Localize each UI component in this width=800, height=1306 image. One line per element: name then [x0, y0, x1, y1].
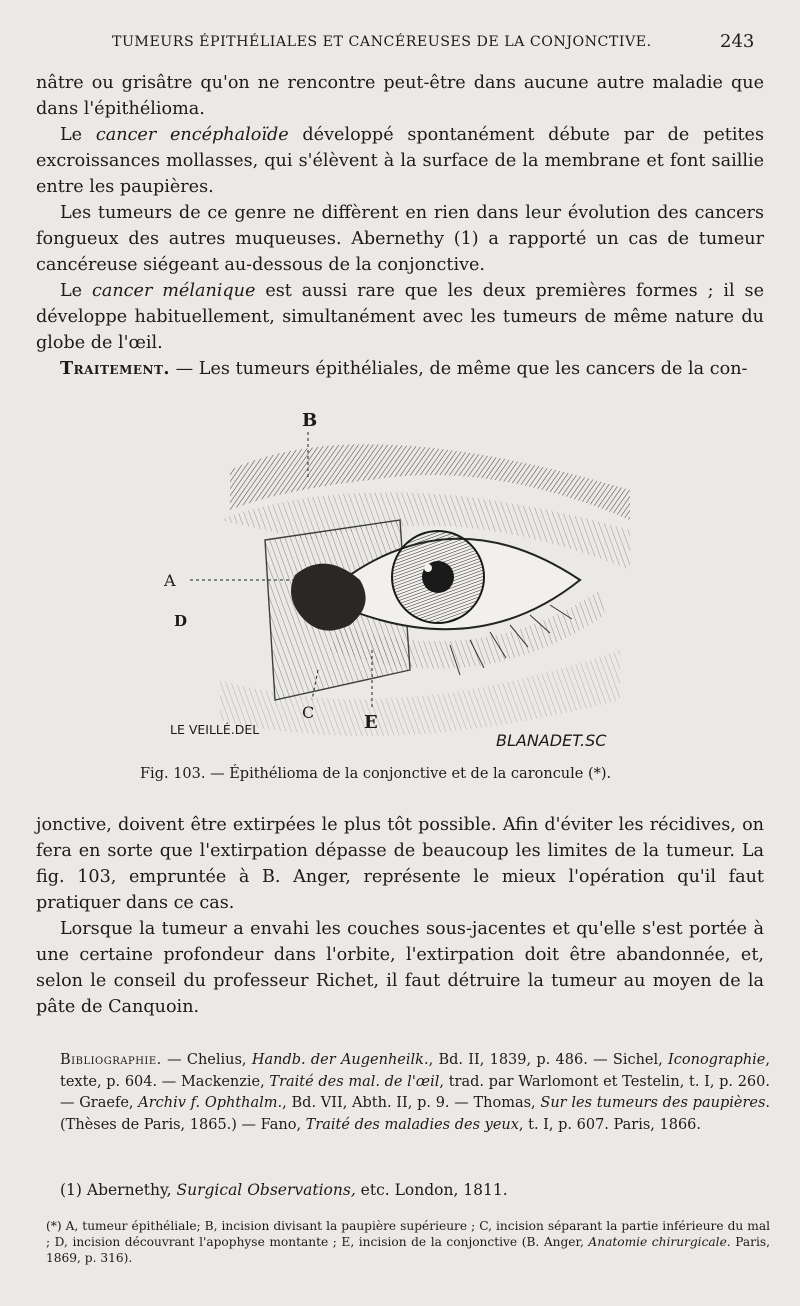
emphasis-encephaloide: cancer encéphaloïde: [95, 125, 289, 145]
paragraph-6: jonctive, doivent être extirpées le plus tôt possible. Afin d'éviter les récidives, on fera en sorte que l'extirpation dépasse de beaucoup les limites de la tumeur. La fig. 103, empruntée à B. Anger, représente le mieux l'opération qu'il faut pratiquer dans ce cas.: [36, 815, 764, 913]
label-c: C: [302, 703, 315, 722]
text-block-bottom: [36, 812, 764, 1020]
paragraph-3: Les tumeurs de ce genre ne diffèrent en rien dans leur évolution des cancers fongueux des autres muqueuses. Abernethy (1) a rapporté un cas de tumeur cancéreuse siégeant au-dessous de la conjonctive.: [36, 203, 764, 275]
paragraph-1: nâtre ou grisâtre qu'on ne rencontre peut-être dans aucune autre maladie que dans l'épithélioma.: [36, 73, 764, 119]
figure-103: [160, 400, 640, 760]
paragraph-5: Traitement. — Les tumeurs épithéliales, de même que les cancers de la con-: [60, 358, 748, 379]
running-title: TUMEURS ÉPITHÉLIALES ET CANCÉREUSES DE LA CONJONCTIVE.: [112, 34, 652, 50]
text-block-top: [36, 70, 764, 382]
bibliography: [60, 1050, 770, 1136]
page-number: 243: [720, 31, 755, 52]
label-e: E: [364, 712, 378, 733]
label-b: B: [302, 410, 318, 431]
engraver-credit-left: LE VEILLÉ.DEL: [170, 722, 260, 737]
section-lead-traitement: Traitement.: [60, 358, 171, 379]
bibliography-text: — Chelius, Handb. der Augenheilk., Bd. II, 1839, p. 486. — Sichel, Iconographie, texte, p. 604. — Mackenzie, Traité des mal. de l'œil, trad. par Warlomont et Testelin, t. I, p. 260. — Graefe, Archiv f. Ophthalm., Bd. VII, Abth. II, p. 9. — Thomas, Sur les tumeurs des paupières. (Thèses de Paris, 1865.) — Fano, Traité des maladies des yeux, t. I, p. 607. Paris, 1866.: [60, 1052, 771, 1133]
footnote-1: (1) Abernethy, Surgical Observations, etc. London, 1811.: [60, 1181, 508, 1199]
bibliography-label: Bibliographie.: [60, 1052, 162, 1068]
engraver-credit-right: BLANADET.SC: [496, 731, 607, 750]
eye-engraving: [160, 400, 640, 760]
footnote-figure: (*) A, tumeur épithéliale; B, incision divisant la paupière supérieure ; C, incision séparant la partie inférieure du mal ; D, incision découvrant l'apophyse montante ; E, incision de la conjonctive (B. Anger, Anatomie chirurgicale. Paris, 1869, p. 316).: [46, 1219, 770, 1265]
emphasis-melanique: cancer mélanique: [92, 281, 256, 301]
label-d: D: [174, 612, 188, 630]
paragraph-2: Le cancer encéphaloïde développé spontanément débute par de petites excroissances mollasses, qui s'élèvent à la surface de la membrane et font saillie entre les paupières.: [36, 125, 764, 197]
figure-caption: Fig. 103. — Épithélioma de la conjonctive et de la caroncule (*).: [140, 766, 612, 782]
page-header: [0, 30, 800, 60]
paragraph-4: Le cancer mélanique est aussi rare que les deux premières formes ; il se développe habituellement, simultanément avec les tumeurs de même nature du globe de l'œil.: [36, 281, 764, 353]
label-a: A: [164, 571, 176, 590]
paragraph-7: Lorsque la tumeur a envahi les couches sous-jacentes et qu'elle s'est portée à une certaine profondeur dans l'orbite, l'extirpation doit être abandonnée, et, selon le conseil du professeur Richet, il faut détruire la tumeur au moyen de la pâte de Canquoin.: [36, 919, 764, 1017]
